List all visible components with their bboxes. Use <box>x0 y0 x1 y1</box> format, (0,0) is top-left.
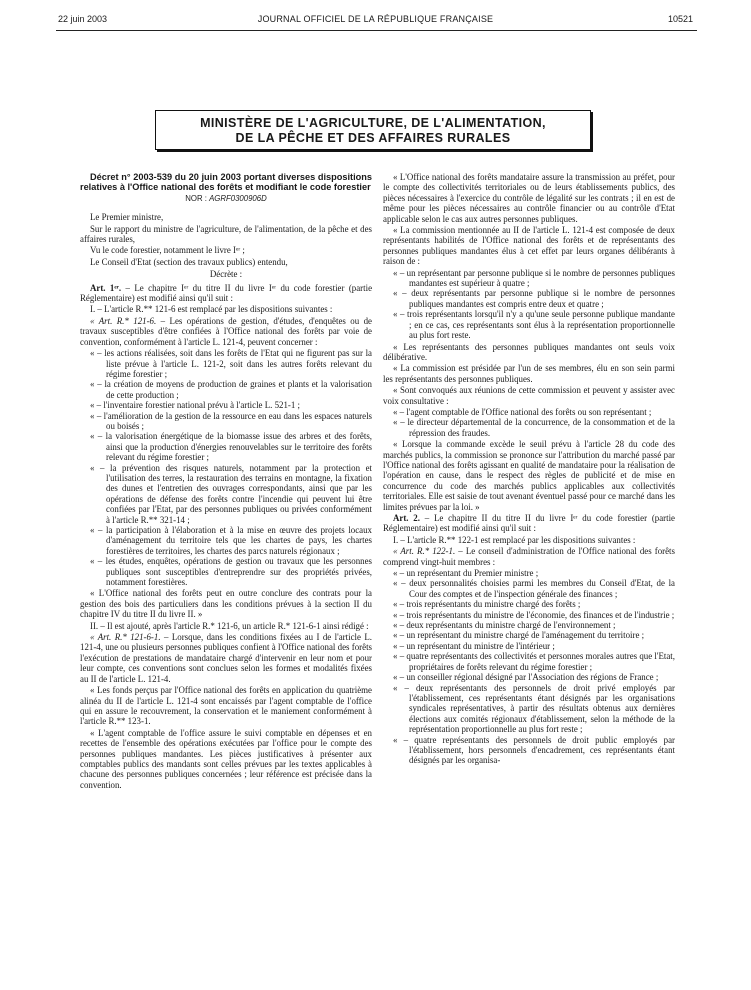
paragraph-fonds: « Les fonds perçus par l'Office national des forêts en application du quatrième alinéa du II de l'article L. 121-4 sont encaissés par l'agent comptable de l'office qui en assure le recouvrement, la conservation et le maniement conformément à l'article R.** 123-1. <box>80 685 372 727</box>
list-item: « – quatre représentants des personnels de droit public employés par l'établissement, hors personnels d'encadrement, ces représentants étant désignés par les organisa- <box>393 734 675 766</box>
header-journal-title: JOURNAL OFFICIEL DE LA RÉPUBLIQUE FRANÇAISE <box>257 14 494 24</box>
preamble-line: Sur le rapport du ministre de l'agriculture, de l'alimentation, de la pêche et des affaires rurales, <box>80 223 372 245</box>
header-page-number: 10521 <box>667 14 693 24</box>
nor-code: AGRF0300906D <box>209 193 267 203</box>
article-r1221-text: – Le conseil d'administration de l'Office national des forêts comprend vingt-huit membres : <box>383 546 675 567</box>
preamble-line: Le Conseil d'Etat (section des travaux publics) entendu, <box>90 256 288 267</box>
article-2-paragraph <box>383 513 675 534</box>
list-item: « – deux personnalités choisies parmi les membres du Conseil d'Etat, de la Cour des comptes et de l'inspection générale des finances ; <box>393 578 675 599</box>
article-r1221-label: « Art. R.* 122-1. <box>393 546 456 557</box>
ministry-line-1: MINISTÈRE DE L'AGRICULTURE, DE L'ALIMENTATION, <box>200 116 546 130</box>
list-item: « – deux représentants du ministre chargé de l'environnement ; <box>393 620 616 631</box>
list-item: « – les actions réalisées, soit dans les forêts de l'Etat qui ne figurent pas sur la liste prévue à l'article L. 121-2, soit dans les autres forêts relevant du régime forestier ; <box>90 348 372 379</box>
left-column <box>80 172 372 791</box>
article-r1221-paragraph <box>383 546 675 567</box>
nor-label: NOR : <box>185 193 207 203</box>
paragraph-II: II. – Il est ajouté, après l'article R.* 121-6, un article R.* 121-6-1 ainsi rédigé : <box>90 620 369 631</box>
paragraph-I: I. – L'article R.** 121-6 est remplacé par les dispositions suivantes : <box>90 304 333 315</box>
right-column <box>383 172 675 767</box>
article-2-text: – Le chapitre II du titre II du livre Iᵉʳ du code forestier (partie Réglementaire) est modifié ainsi qu'il suit : <box>383 513 675 534</box>
article-r1216-label: « Art. R.* 121-6. <box>90 315 157 326</box>
list-item: « – un représentant du ministre de l'intérieur ; <box>393 640 555 651</box>
list-item: « – l'inventaire forestier national prévu à l'article L. 521-1 ; <box>90 400 300 411</box>
list-item: « – l'amélioration de la gestion de la ressource en eau dans les espaces naturels ou boisés ; <box>90 410 372 431</box>
article-1-text: – Le chapitre Iᵉʳ du titre II du livre Iᵉʳ du code forestier (partie Réglementaire) est modifié ainsi qu'il suit : <box>80 282 373 304</box>
operations-list <box>80 348 372 587</box>
paragraph-commission: « La commission mentionnée au II de l'article L. 121-4 est composée de deux représentants habilités de l'Office national des forêts et de représentants des personnes publiques mandantes élus à cet effet par leurs organes délibérants à raison de : <box>383 225 675 267</box>
preamble-line: Le Premier ministre, <box>90 212 164 223</box>
preamble-line: Vu le code forestier, notamment le livre Iᵉʳ ; <box>90 245 245 256</box>
list-item: « – un conseiller régional désigné par l'Association des régions de France ; <box>393 672 659 683</box>
paragraph-seuil: « Lorsque la commande excède le seuil prévu à l'article 28 du code des marchés publics, la commission se prononce sur l'attribution du marché passé par l'Office national des forêts agissant en qualité de mandataire pour la réalisation de l'opération en cause, dans le respect des règles de publicité et de mise en concurrence du code des marchés publics applicables aux collectivités territoriales. Elle est saisie de tout avenant éventuel passé pour ce marché dans les limites prévues par la loi. » <box>383 439 675 512</box>
ministry-line-2: DE LA PÊCHE ET DES AFFAIRES RURALES <box>235 131 511 145</box>
decrete-heading: Décrète : <box>209 269 243 280</box>
decree-title: Décret n° 2003-539 du 20 juin 2003 portant diverses dispositions relatives à l'Office national des forêts et modifiant le code forestier <box>80 172 372 193</box>
list-item: « – le directeur départemental de la concurrence, de la consommation et de la répression des fraudes. <box>393 417 675 438</box>
list-item: « – la participation à l'élaboration et à la mise en œuvre des projets locaux d'aménagement du territoire tels que les chartes de pays, les chartes forestières de territoires, les chartes des parcs naturels régionaux ; <box>90 525 372 556</box>
article-r12161-label: « Art. R.* 121-6-1. <box>90 632 161 643</box>
paragraph-agent-comptable: « L'agent comptable de l'office assure le suivi comptable en dépenses et en recettes de l'ensemble des opérations exécutées par l'office pour le compte des personnes publiques mandantes. Les pièces justificatives à présenter aux comptables publics des mandants sont celles prévues par les textes applicables à chacune des personnes publiques concernées ; leur référence est précisée dans la convention. <box>80 727 372 790</box>
paragraph-presidee: « La commission est présidée par l'un de ses membres, élu en son sein parmi les représentants des personnes publiques. <box>383 363 675 384</box>
list-item: « – les études, enquêtes, opérations de gestion ou travaux que les personnes publiques sont susceptibles d'entreprendre sur des propriétés privées, notamment forestières. <box>90 556 372 588</box>
list-item: « – un représentant par personne publique si le nombre de personnes publiques mandantes est supérieur à quatre ; <box>393 267 675 289</box>
convoques-list <box>383 407 675 438</box>
header-date: 22 juin 2003 <box>58 14 108 24</box>
list-item: « – la création de moyens de production de graines et plants et la valorisation de cette production ; <box>90 379 372 400</box>
list-item: « – la valorisation énergétique de la biomasse issue des arbres et des forêts, ainsi que la production d'énergies renouvelables sur le territoire des forêts relevant du régime forestier ; <box>90 431 372 463</box>
commission-list <box>383 268 675 341</box>
list-item: « – la prévention des risques naturels, notamment par la protection et l'utilisation des terres, la restauration des terrains en montagne, la fixation des dunes et l'entretien des ouvrages correspondants, ainsi que par les opérations de défense des forêts contre l'incendie qui peuvent lui être confiées par l'Etat, par des personnes publiques ou privées conformément à l'article R.** 321-14 ; <box>90 462 372 525</box>
article-r1216-text: – Les opérations de gestion, d'études, d'enquêtes ou de travaux susceptibles d'être confiées à l'Office national des forêts par voie de convention, conformément à l'article L. 121-4, peuvent concerner : <box>80 315 372 347</box>
list-item: « – l'agent comptable de l'Office national des forêts ou son représentant ; <box>393 406 652 417</box>
list-item: « – un représentant du Premier ministre ; <box>393 568 539 579</box>
conseil-members-list <box>383 568 675 766</box>
list-item: « – deux représentants par personne publique si le nombre de personnes publiques mandantes est compris entre deux et quatre ; <box>393 288 675 309</box>
article-r1216-paragraph <box>80 316 372 347</box>
list-item: « – trois représentants lorsqu'il n'y a qu'une seule personne publique mandante ; en ce cas, ces représentants sont élus à la représentation proportionnelle au plus fort reste. <box>393 309 675 341</box>
list-item: « – trois représentants du ministre de l'économie, des finances et de l'industrie ; <box>393 609 675 620</box>
paragraph-I-art2: I. – L'article R.** 122-1 est remplacé par les dispositions suivantes : <box>393 534 636 545</box>
list-item: « – un représentant du ministre chargé de l'aménagement du territoire ; <box>393 630 645 641</box>
article-r12161-paragraph <box>80 632 372 684</box>
article-1-paragraph <box>80 283 372 304</box>
article-2-label: Art. 2. <box>393 513 420 523</box>
paragraph-voix: « Les représentants des personnes publiques mandantes ont seuls voix délibérative. <box>383 341 675 362</box>
article-1-label: Art. 1ᵉʳ. <box>90 282 122 293</box>
list-item: « – trois représentants du ministre chargé des forêts ; <box>393 599 581 610</box>
paragraph-transmission: « L'Office national des forêts mandataire assure la transmission au préfet, pour le compte des collectivités territoriales ou de leurs établissements publics, des pièces nécessaires à l'exercice du contrôle de légalité sur les contrats ; il en est de même pour les pièces nécessaires au contrôle financier ou au contrôle d'Etat applicable selon le cas aux autres personnes publiques. <box>383 172 675 224</box>
nor-reference <box>80 194 372 204</box>
ministry-title-box <box>155 110 591 150</box>
paragraph-convoques: « Sont convoqués aux réunions de cette commission et peuvent y assister avec voix consultative : <box>383 385 675 406</box>
list-item: « – deux représentants des personnels de droit privé employés par l'établissement, ces représentants étant désignés par les organisations syndicales représentatives, à partir des résultats obtenus aux dernières élections aux comités régionaux d'établissement, selon la méthode de la représentation proportionnelle au plus fort reste ; <box>393 682 675 735</box>
page-header <box>58 14 693 30</box>
list-item: « – quatre représentants des collectivités et personnes morales autres que l'Etat, propriétaires de forêts relevant du régime forestier ; <box>393 651 675 672</box>
header-rule <box>56 30 697 31</box>
paragraph-office-contracts: « L'Office national des forêts peut en outre conclure des contrats pour la gestion des bois des particuliers dans les conditions prévues à la section II du chapitre IV du titre II du livre II. » <box>80 588 372 620</box>
article-r12161-text: – Lorsque, dans les conditions fixées au I de l'article L. 121-4, une ou plusieurs personnes publiques confient à l'Office national des forêts l'exécution de prestations de mandataire chargé d'intervenir en leur nom et pour leur compte, ces conventions sont conclues selon les formes et modalités fixées au II de l'article L. 121-4. <box>80 632 372 684</box>
